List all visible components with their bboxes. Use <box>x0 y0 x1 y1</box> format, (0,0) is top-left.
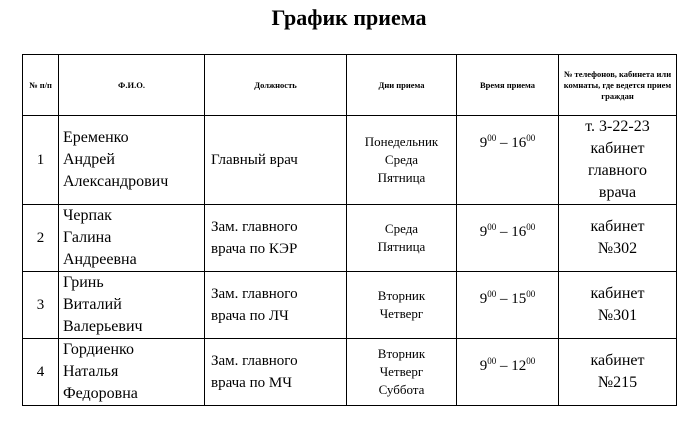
time-to: 16 <box>511 224 527 240</box>
time-to-minutes: 00 <box>526 133 536 143</box>
fio-line: Федоровна <box>63 385 138 402</box>
time-to: 15 <box>511 291 527 307</box>
table-row <box>23 116 677 205</box>
time-from-minutes: 00 <box>487 222 497 232</box>
time-from: 9 <box>479 135 488 151</box>
day-line: Пятница <box>377 170 426 185</box>
cell-position <box>205 205 347 272</box>
fio-line: Черпак <box>63 207 112 224</box>
fio-line: Александрович <box>63 173 169 190</box>
cell-fio <box>59 272 205 339</box>
header-time: Время приема <box>457 55 559 116</box>
time-dash: – <box>496 224 512 240</box>
row-number: 3 <box>23 272 59 339</box>
position-line: Главный врач <box>211 152 298 168</box>
position-line: Зам. главного <box>211 219 298 235</box>
time-to: 16 <box>511 135 527 151</box>
header-room: № телефонов, кабинета или комнаты, где ведется прием граждан <box>559 55 677 116</box>
header-fio: Ф.И.О. <box>59 55 205 116</box>
room-line: кабинет <box>590 285 645 302</box>
day-line: Четверг <box>379 306 424 321</box>
cell-position <box>205 339 347 406</box>
room-line: кабинет <box>590 352 645 369</box>
header-num: № п/п <box>23 55 59 116</box>
cell-position <box>205 272 347 339</box>
cell-time <box>457 116 559 205</box>
position-line: врача по КЭР <box>211 241 298 257</box>
day-line: Пятница <box>377 239 426 254</box>
fio-line: Галина <box>63 229 112 246</box>
cell-room <box>559 272 677 339</box>
schedule-table <box>22 54 677 406</box>
time-from: 9 <box>479 291 488 307</box>
cell-time <box>457 339 559 406</box>
cell-room <box>559 205 677 272</box>
fio-line: Наталья <box>63 363 119 380</box>
cell-position <box>205 116 347 205</box>
time-to: 12 <box>511 358 527 374</box>
table-row <box>23 205 677 272</box>
fio-line: Андреевна <box>63 251 137 268</box>
day-line: Вторник <box>377 346 426 361</box>
page-title: График приема <box>271 5 427 30</box>
room-line: №215 <box>597 374 638 391</box>
position-line: врача по МЧ <box>211 375 292 391</box>
cell-time <box>457 272 559 339</box>
cell-days <box>347 339 457 406</box>
header-position: Должность <box>205 55 347 116</box>
cell-room <box>559 339 677 406</box>
cell-fio <box>59 116 205 205</box>
position-line: Зам. главного <box>211 353 298 369</box>
room-line: кабинет <box>590 140 645 157</box>
room-line: врача <box>598 184 637 201</box>
day-line: Среда <box>384 152 419 167</box>
day-line: Вторник <box>377 288 426 303</box>
time-from: 9 <box>479 224 488 240</box>
time-from: 9 <box>479 358 488 374</box>
day-line: Четверг <box>379 364 424 379</box>
header-row <box>23 55 677 116</box>
row-number: 1 <box>23 116 59 205</box>
fio-line: Валерьевич <box>63 318 143 335</box>
fio-line: Андрей <box>63 151 115 168</box>
row-number: 4 <box>23 339 59 406</box>
cell-time <box>457 205 559 272</box>
time-dash: – <box>496 358 512 374</box>
header-days: Дни приема <box>347 55 457 116</box>
time-dash: – <box>496 291 512 307</box>
day-line: Среда <box>384 221 419 236</box>
time-to-minutes: 00 <box>526 289 536 299</box>
position-line: Зам. главного <box>211 286 298 302</box>
time-from-minutes: 00 <box>487 289 497 299</box>
table-row <box>23 272 677 339</box>
row-number: 2 <box>23 205 59 272</box>
time-to-minutes: 00 <box>526 356 536 366</box>
room-line: главного <box>587 162 648 179</box>
day-line: Понедельник <box>364 134 439 149</box>
room-line: т. 3-22-23 <box>585 118 650 135</box>
cell-days <box>347 272 457 339</box>
cell-fio <box>59 339 205 406</box>
room-line: кабинет <box>590 218 645 235</box>
fio-line: Гордиенко <box>63 341 134 358</box>
cell-room <box>559 116 677 205</box>
time-from-minutes: 00 <box>487 356 497 366</box>
table-row <box>23 339 677 406</box>
fio-line: Гринь <box>63 274 104 291</box>
room-line: №302 <box>597 240 638 257</box>
room-line: №301 <box>597 307 638 324</box>
time-dash: – <box>496 135 512 151</box>
day-line: Суббота <box>378 382 425 397</box>
cell-fio <box>59 205 205 272</box>
position-line: врача по ЛЧ <box>211 308 289 324</box>
time-from-minutes: 00 <box>487 133 497 143</box>
time-to-minutes: 00 <box>526 222 536 232</box>
fio-line: Еременко <box>63 129 129 146</box>
fio-line: Виталий <box>63 296 122 313</box>
cell-days <box>347 205 457 272</box>
cell-days <box>347 116 457 205</box>
